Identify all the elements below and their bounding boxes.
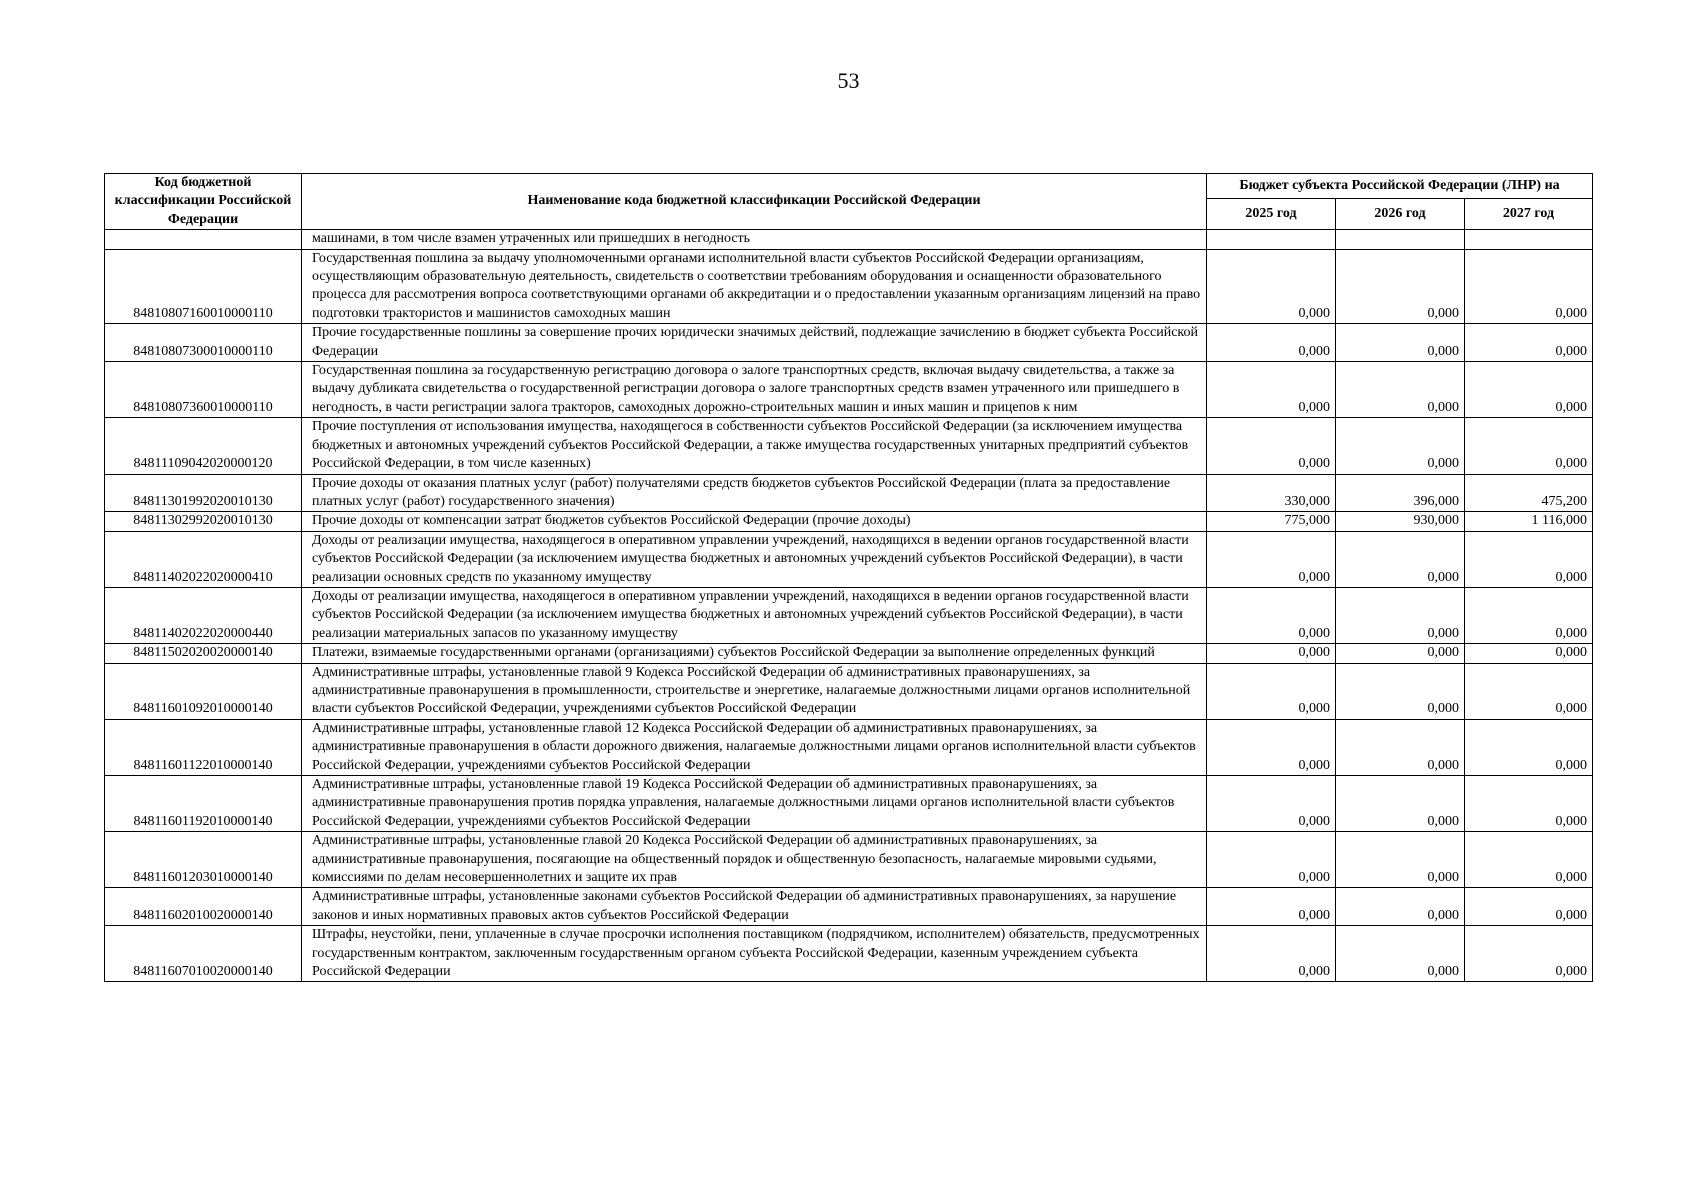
row-value-2027 xyxy=(1465,230,1593,249)
row-value-2027: 0,000 xyxy=(1465,587,1593,643)
row-name: Административные штрафы, установленные главой 12 Кодекса Российской Федерации об административных правонарушениях, за административные правонарушения в области дорожного движения, налагаемые должностными лицами органов исполнительной власти субъектов Российской Федерации, учреждениями субъектов Российской Федерации xyxy=(302,719,1207,775)
row-value-2025: 0,000 xyxy=(1207,324,1336,362)
row-value-2026: 0,000 xyxy=(1336,832,1465,888)
row-name: Прочие доходы от компенсации затрат бюджетов субъектов Российской Федерации (прочие доходы) xyxy=(302,512,1207,531)
table-row xyxy=(105,832,1593,888)
row-value-2027: 0,000 xyxy=(1465,719,1593,775)
row-value-2027: 0,000 xyxy=(1465,249,1593,324)
row-value-2027: 0,000 xyxy=(1465,926,1593,982)
table-row xyxy=(105,249,1593,324)
row-name: Доходы от реализации имущества, находящегося в оперативном управлении учреждений, находящихся в ведении органов государственной власти субъектов Российской Федерации (за исключением имущества бюджетных и автономных учреждений субъектов Российской Федерации), в части реализации основных средств по указанному имуществу xyxy=(302,531,1207,587)
row-code: 84811502020020000140 xyxy=(105,644,302,663)
table-row xyxy=(105,663,1593,719)
table-header xyxy=(105,174,1593,230)
header-year-2027: 2027 год xyxy=(1465,199,1593,230)
row-name: Административные штрафы, установленные главой 20 Кодекса Российской Федерации об административных правонарушениях, за административные правонарушения, посягающие на общественный порядок и общественную безопасность, налагаемые мировыми судьями, комиссиями по делам несовершеннолетних и защите их прав xyxy=(302,832,1207,888)
row-code: 84811601122010000140 xyxy=(105,719,302,775)
row-value-2025: 775,000 xyxy=(1207,512,1336,531)
row-code: 84811607010020000140 xyxy=(105,926,302,982)
row-value-2025: 0,000 xyxy=(1207,776,1336,832)
row-value-2025: 0,000 xyxy=(1207,249,1336,324)
row-value-2026: 0,000 xyxy=(1336,888,1465,926)
row-name: машинами, в том числе взамен утраченных или пришедших в негодность xyxy=(302,230,1207,249)
row-value-2027: 475,200 xyxy=(1465,474,1593,512)
row-code: 84811602010020000140 xyxy=(105,888,302,926)
row-value-2026: 0,000 xyxy=(1336,663,1465,719)
row-value-2027: 0,000 xyxy=(1465,776,1593,832)
header-budget-group: Бюджет субъекта Российской Федерации (ЛНР) на xyxy=(1207,174,1593,199)
row-value-2027: 0,000 xyxy=(1465,663,1593,719)
row-name: Административные штрафы, установленные главой 9 Кодекса Российской Федерации об административных правонарушениях, за административные правонарушения в промышленности, строительстве и энергетике, налагаемые должностными лицами органов исполнительной власти субъектов Российской Федерации, учреждениями субъектов Российской Федерации xyxy=(302,663,1207,719)
header-year-2026: 2026 год xyxy=(1336,199,1465,230)
table-row xyxy=(105,644,1593,663)
header-name: Наименование кода бюджетной классификации Российской Федерации xyxy=(302,174,1207,230)
header-year-2025: 2025 год xyxy=(1207,199,1336,230)
table-row xyxy=(105,888,1593,926)
row-value-2025: 0,000 xyxy=(1207,719,1336,775)
row-name: Платежи, взимаемые государственными органами (организациями) субъектов Российской Федерации за выполнение определенных функций xyxy=(302,644,1207,663)
row-value-2026: 0,000 xyxy=(1336,587,1465,643)
row-value-2026: 0,000 xyxy=(1336,644,1465,663)
budget-table xyxy=(104,173,1593,982)
row-value-2025: 0,000 xyxy=(1207,832,1336,888)
table-row xyxy=(105,719,1593,775)
table-row xyxy=(105,230,1593,249)
table-row xyxy=(105,362,1593,418)
row-value-2026: 0,000 xyxy=(1336,418,1465,474)
table-row xyxy=(105,474,1593,512)
row-value-2026: 0,000 xyxy=(1336,362,1465,418)
row-value-2027: 0,000 xyxy=(1465,362,1593,418)
row-code xyxy=(105,230,302,249)
row-code: 84810807160010000110 xyxy=(105,249,302,324)
row-value-2026 xyxy=(1336,230,1465,249)
row-code: 84811601092010000140 xyxy=(105,663,302,719)
row-code: 84811302992020010130 xyxy=(105,512,302,531)
row-name: Государственная пошлина за выдачу уполномоченными органами исполнительной власти субъектов Российской Федерации организациям, осуществляющим образовательную деятельность, свидетельств о соответствии требованиям оборудования и оснащенности образовательного процесса для рассмотрения вопроса соответствующими органами об аккредитации и о предоставлении указанным организациям лицензий на право подготовки трактористов и машинистов самоходных машин xyxy=(302,249,1207,324)
row-code: 84810807300010000110 xyxy=(105,324,302,362)
row-name: Прочие государственные пошлины за совершение прочих юридически значимых действий, подлежащие зачислению в бюджет субъекта Российской Федерации xyxy=(302,324,1207,362)
row-value-2025: 0,000 xyxy=(1207,644,1336,663)
row-value-2026: 0,000 xyxy=(1336,531,1465,587)
row-name: Государственная пошлина за государственную регистрацию договора о залоге транспортных средств, включая выдачу свидетельства, а также за выдачу дубликата свидетельства о государственной регистрации договора о залоге транспортных средств взамен утраченного или пришедшего в негодность, в части регистрации залога тракторов, самоходных дорожно-строительных машин и иных машин и прицепов к ним xyxy=(302,362,1207,418)
row-value-2026: 0,000 xyxy=(1336,719,1465,775)
row-value-2027: 0,000 xyxy=(1465,531,1593,587)
row-value-2025: 0,000 xyxy=(1207,663,1336,719)
row-value-2026: 0,000 xyxy=(1336,324,1465,362)
row-value-2026: 0,000 xyxy=(1336,776,1465,832)
row-code: 84811601192010000140 xyxy=(105,776,302,832)
row-value-2026: 0,000 xyxy=(1336,926,1465,982)
row-name: Административные штрафы, установленные главой 19 Кодекса Российской Федерации об административных правонарушениях, за административные правонарушения против порядка управления, налагаемые должностными лицами органов исполнительной власти субъектов Российской Федерации, учреждениями субъектов Российской Федерации xyxy=(302,776,1207,832)
table-row xyxy=(105,324,1593,362)
row-code: 84811301992020010130 xyxy=(105,474,302,512)
row-value-2026: 930,000 xyxy=(1336,512,1465,531)
row-value-2025: 0,000 xyxy=(1207,418,1336,474)
header-code: Код бюджетной классификации Российской Федерации xyxy=(105,174,302,230)
table-row xyxy=(105,926,1593,982)
row-name: Прочие доходы от оказания платных услуг (работ) получателями средств бюджетов субъектов Российской Федерации (плата за предоставление платных услуг (работ) государственного значения) xyxy=(302,474,1207,512)
row-name: Прочие поступления от использования имущества, находящегося в собственности субъектов Российской Федерации (за исключением имущества бюджетных и автономных учреждений субъектов Российской Федерации, а также имущества государственных унитарных предприятий субъектов Российской Федерации, в том числе казенных) xyxy=(302,418,1207,474)
row-value-2025 xyxy=(1207,230,1336,249)
row-name: Доходы от реализации имущества, находящегося в оперативном управлении учреждений, находящихся в ведении органов государственной власти субъектов Российской Федерации (за исключением имущества бюджетных и автономных учреждений субъектов Российской Федерации), в части реализации материальных запасов по указанному имуществу xyxy=(302,587,1207,643)
row-value-2027: 0,000 xyxy=(1465,324,1593,362)
table-body xyxy=(105,230,1593,982)
row-value-2027: 0,000 xyxy=(1465,644,1593,663)
row-name: Штрафы, неустойки, пени, уплаченные в случае просрочки исполнения поставщиком (подрядчиком, исполнителем) обязательств, предусмотренных государственным контрактом, заключенным государственным органом субъекта Российской Федерации, казенным учреждением субъекта Российской Федерации xyxy=(302,926,1207,982)
page-number: 53 xyxy=(837,68,860,93)
table-row xyxy=(105,587,1593,643)
row-code: 84810807360010000110 xyxy=(105,362,302,418)
row-value-2025: 0,000 xyxy=(1207,362,1336,418)
row-value-2025: 330,000 xyxy=(1207,474,1336,512)
row-value-2026: 396,000 xyxy=(1336,474,1465,512)
row-code: 84811402022020000440 xyxy=(105,587,302,643)
row-value-2027: 1 116,000 xyxy=(1465,512,1593,531)
row-value-2025: 0,000 xyxy=(1207,587,1336,643)
row-code: 84811402022020000410 xyxy=(105,531,302,587)
table-row xyxy=(105,531,1593,587)
row-code: 84811601203010000140 xyxy=(105,832,302,888)
row-value-2025: 0,000 xyxy=(1207,926,1336,982)
row-value-2025: 0,000 xyxy=(1207,531,1336,587)
table-row xyxy=(105,776,1593,832)
row-value-2026: 0,000 xyxy=(1336,249,1465,324)
row-code: 84811109042020000120 xyxy=(105,418,302,474)
table-row xyxy=(105,512,1593,531)
row-value-2027: 0,000 xyxy=(1465,832,1593,888)
table-row xyxy=(105,418,1593,474)
row-value-2027: 0,000 xyxy=(1465,418,1593,474)
row-name: Административные штрафы, установленные законами субъектов Российской Федерации об административных правонарушениях, за нарушение законов и иных нормативных правовых актов субъектов Российской Федерации xyxy=(302,888,1207,926)
row-value-2027: 0,000 xyxy=(1465,888,1593,926)
row-value-2025: 0,000 xyxy=(1207,888,1336,926)
